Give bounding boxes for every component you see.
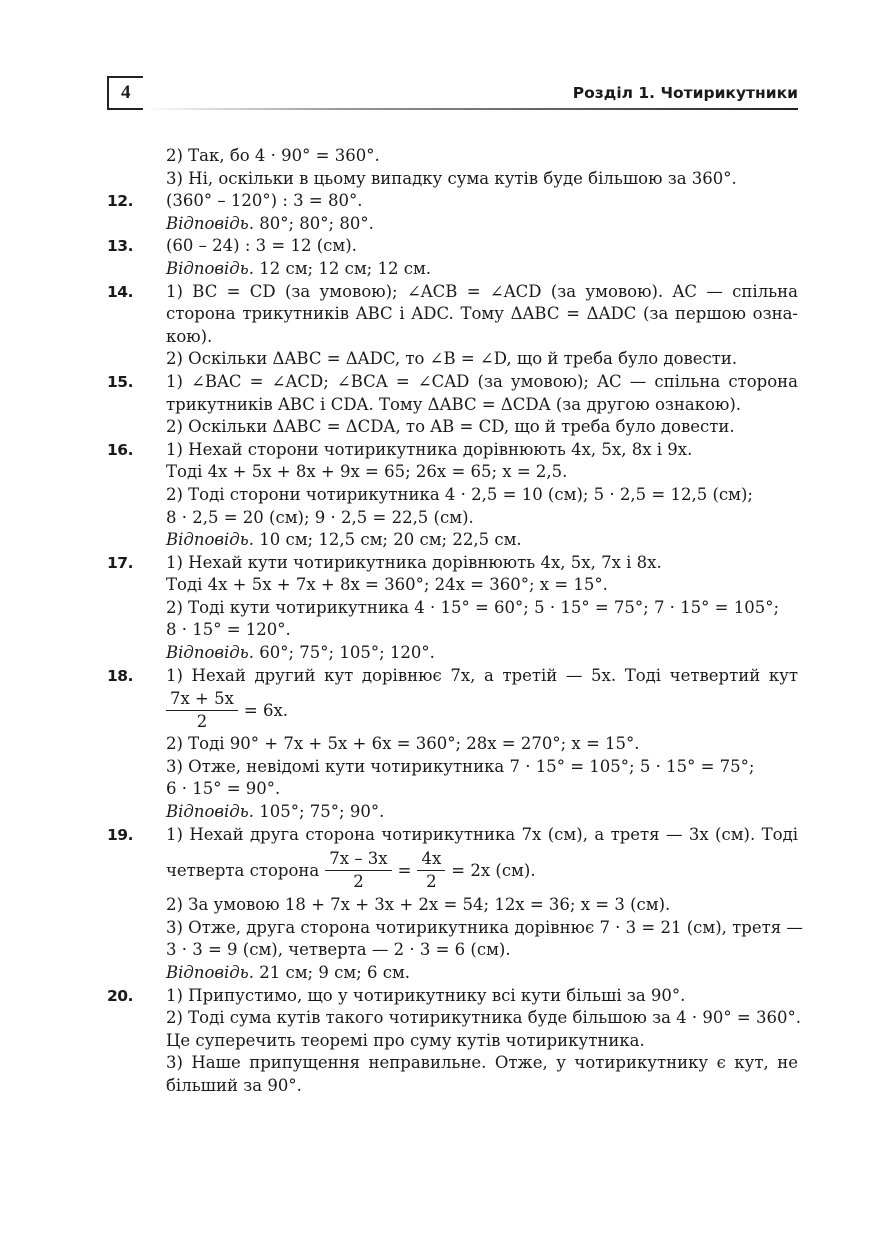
- text-line: 1) Припустимо, що у чотирикутнику всі кути більші за 90°.: [166, 985, 686, 1005]
- text-line: 2) Оскільки ΔABC = ΔADC, то ∠B = ∠D, що й треба було довести.: [166, 349, 738, 369]
- text-line: 1) Нехай другий кут дорівнює 7x, а третій — 5x. Тоді четвертий кут: [166, 665, 798, 685]
- problem-12: [107, 190, 798, 213]
- text-line: 8 · 2,5 = 20 (см); 9 · 2,5 = 22,5 (см).: [166, 507, 474, 527]
- fraction-numerator: 7x + 5x: [166, 688, 238, 711]
- text-line: = 6x.: [243, 700, 289, 720]
- problem-number: 12.: [107, 192, 133, 211]
- problem-number: 13.: [107, 237, 133, 256]
- text-line: 1) Нехай друга сторона чотирикутника 7x (см), а третя — 3x (см). Тоді: [166, 824, 798, 844]
- answer-label: Відповідь.: [166, 802, 254, 822]
- answer-text: 60°; 75°; 105°; 120°.: [254, 643, 435, 663]
- answer-line: [107, 213, 798, 236]
- answer-line: [107, 962, 798, 985]
- fraction: [325, 848, 391, 893]
- answer-text: 105°; 75°; 90°.: [254, 802, 385, 822]
- answer-line: [107, 642, 798, 665]
- answer-label: Відповідь.: [166, 530, 254, 550]
- text-line: 2) За умовою 18 + 7x + 3x + 2x = 54; 12x = 36; x = 3 (см).: [166, 895, 671, 915]
- answer-label: Відповідь.: [166, 643, 254, 663]
- answer-text: 80°; 80°; 80°.: [254, 213, 374, 233]
- answer-line: [107, 529, 798, 552]
- problem-number: 14.: [107, 282, 133, 301]
- equals-sign: =: [397, 860, 412, 880]
- text-line: 3) Отже, невідомі кути чотирикутника 7 · 15° = 105°; 5 · 15° = 75°;: [166, 756, 755, 776]
- text-line: 3 · 3 = 9 (см), четверта — 2 · 3 = 6 (см).: [166, 940, 511, 960]
- text-line: 6 · 15° = 90°.: [166, 779, 281, 799]
- text-line: сторона трикутників ABC і ADC. Тому ΔABC = ΔADC (за першою озна-: [166, 304, 798, 324]
- text-line: 1) ∠BAC = ∠ACD; ∠BCA = ∠CAD (за умовою); AC — спільна сторона: [166, 371, 798, 391]
- text-line: 1) BC = CD (за умовою); ∠ACB = ∠ACD (за умовою). AC — спільна: [166, 281, 798, 301]
- answer-label: Відповідь.: [166, 258, 254, 278]
- problem-14: [107, 281, 798, 304]
- problem-number: 17.: [107, 553, 133, 572]
- text-line: 2) Тоді сума кутів такого чотирикутника буде більшою за 4 · 90° = 360°.: [166, 1008, 801, 1028]
- problem-number: 16.: [107, 440, 133, 459]
- fraction: [166, 688, 238, 733]
- problem-20: [107, 985, 798, 1008]
- fraction-denominator: 2: [196, 711, 208, 731]
- text-line: 2) Тоді сторони чотирикутника 4 · 2,5 = 10 (см); 5 · 2,5 = 12,5 (см);: [166, 484, 753, 504]
- text-line: четверта сторона: [166, 860, 320, 880]
- text-line: (60 – 24) : 3 = 12 (см).: [166, 236, 357, 256]
- text-line: 3) Отже, друга сторона чотирикутника дорівнює 7 · 3 = 21 (см), третя —: [166, 917, 803, 937]
- fraction-line: [107, 846, 798, 894]
- text-line: 3) Наше припущення неправильне. Отже, у чотирикутнику є кут, не: [166, 1053, 798, 1073]
- text-line: 1) Нехай кути чотирикутника дорівнюють 4x, 5x, 7x і 8x.: [166, 552, 662, 572]
- text-line: 8 · 15° = 120°.: [166, 620, 291, 640]
- answer-label: Відповідь.: [166, 963, 254, 982]
- text-line: (360° – 120°) : 3 = 80°.: [166, 191, 363, 211]
- fraction-numerator: 7x – 3x: [325, 848, 391, 871]
- page-number: 4: [121, 82, 131, 103]
- answer-line: [107, 801, 798, 824]
- fraction-denominator: 2: [426, 871, 437, 891]
- section-title: Розділ 1. Чотирикутники: [572, 84, 798, 102]
- fraction: [417, 848, 445, 893]
- page-content: [107, 145, 803, 1098]
- fraction-numerator: 4x: [417, 848, 445, 871]
- text-line: 2) Так, бо 4 · 90° = 360°.: [166, 146, 380, 165]
- fraction-denominator: 2: [353, 871, 364, 891]
- problem-number: 15.: [107, 372, 133, 391]
- text-line: більший за 90°.: [166, 1075, 302, 1095]
- text-line: Тоді 4x + 5x + 7x + 8x = 360°; 24x = 360°; x = 15°.: [166, 575, 608, 595]
- answer-line: [107, 258, 798, 281]
- text-line: Це суперечить теоремі про суму кутів чотирикутника.: [166, 1030, 645, 1050]
- problem-19: [107, 824, 798, 847]
- problem-13: [107, 235, 798, 258]
- header-rule: [143, 108, 798, 110]
- text-line: Тоді 4x + 5x + 8x + 9x = 65; 26x = 65; x = 2,5.: [166, 462, 568, 482]
- problem-16: [107, 439, 798, 462]
- problem-18: [107, 665, 798, 688]
- problem-number: 20.: [107, 986, 133, 1005]
- text-line: 1) Нехай сторони чотирикутника дорівнюють 4x, 5x, 8x і 9x.: [166, 439, 693, 459]
- text-line: = 2x (см).: [451, 860, 536, 880]
- text-line: 2) Тоді кути чотирикутника 4 · 15° = 60°; 5 · 15° = 75°; 7 · 15° = 105°;: [166, 597, 780, 617]
- text-line: трикутників ABC і CDA. Тому ΔABC = ΔCDA (за другою ознакою).: [166, 394, 742, 414]
- answer-label: Відповідь.: [166, 213, 254, 233]
- text-line: 3) Ні, оскільки в цьому випадку сума кутів буде більшою за 360°.: [166, 168, 737, 188]
- problem-17: [107, 552, 798, 575]
- answer-text: 21 см; 9 см; 6 см.: [254, 963, 411, 982]
- page-header: [107, 76, 798, 112]
- problem-15: [107, 371, 798, 394]
- text-line: кою).: [166, 326, 213, 346]
- problem-number: 18.: [107, 666, 133, 685]
- problem-number: 19.: [107, 825, 133, 844]
- answer-text: 12 см; 12 см; 12 см.: [254, 258, 432, 278]
- text-line: 2) Тоді 90° + 7x + 5x + 6x = 360°; 28x = 270°; x = 15°.: [166, 734, 640, 754]
- text-line: 2) Оскільки ΔABC = ΔCDA, то AB = CD, що й треба було довести.: [166, 417, 735, 437]
- fraction-line: [107, 687, 798, 733]
- answer-text: 10 см; 12,5 см; 20 см; 22,5 см.: [254, 530, 522, 550]
